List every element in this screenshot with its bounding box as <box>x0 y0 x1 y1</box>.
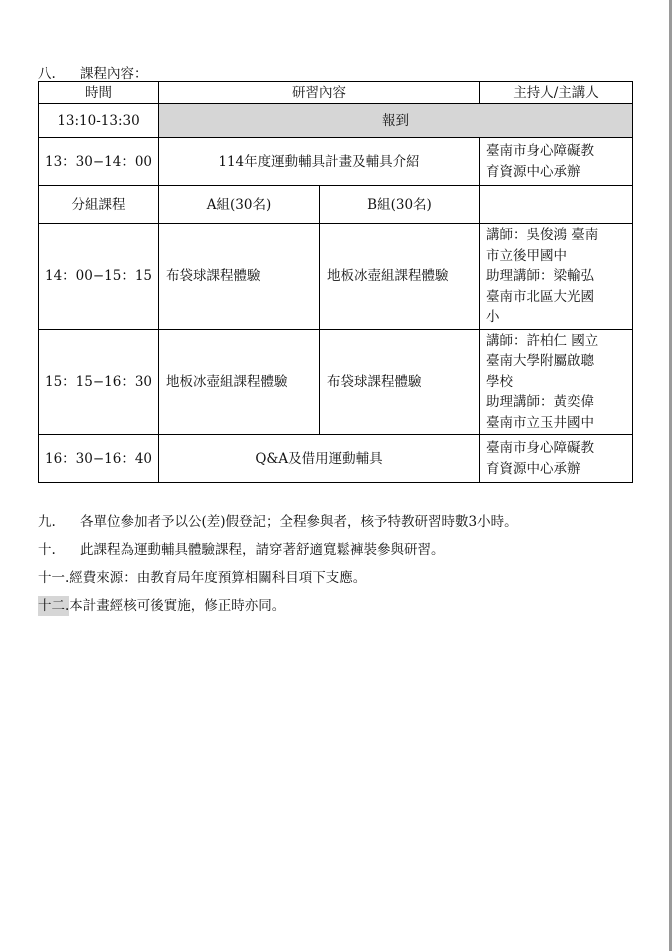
note-number: 十一. <box>38 570 70 586</box>
notes-list <box>38 512 518 624</box>
host-line: 育資源中心承辦 <box>486 163 581 180</box>
host-line: 臺南市立玉井國中 <box>486 414 594 431</box>
cell-group-a: 布袋球課程體驗 <box>159 224 320 330</box>
note-text: 此課程為運動輔具體驗課程，請穿著舒適寬鬆褲裝參與研習。 <box>80 542 445 558</box>
cell-host <box>480 329 633 435</box>
section-title: 課程內容： <box>80 66 148 82</box>
cell-time: 14：00−15：15 <box>39 224 159 330</box>
note-item <box>38 596 518 624</box>
host-line: 助理講師：黃奕偉 <box>486 394 594 410</box>
host-line: 臺南市北區大光國 <box>486 288 594 305</box>
note-text: 本計畫經核可後實施，修正時亦同。 <box>69 598 286 614</box>
host-line: 小 <box>486 309 500 325</box>
cell-time: 15：15−16：30 <box>39 329 159 435</box>
cell-time: 13：30−14：00 <box>39 138 159 186</box>
cell-content: 114年度運動輔具計畫及輔具介紹 <box>159 138 480 186</box>
header-host: 主持人/主講人 <box>480 82 633 104</box>
cell-content: Q&A及借用運動輔具 <box>159 435 480 483</box>
table-row <box>39 138 633 186</box>
cell-time: 16：30−16：40 <box>39 435 159 483</box>
note-item <box>38 512 518 540</box>
cell-host <box>480 186 633 224</box>
cell-time: 分組課程 <box>39 186 159 224</box>
section-number: 八. <box>38 66 56 82</box>
header-time: 時間 <box>39 82 159 104</box>
host-line: 市立後甲國中 <box>486 247 567 264</box>
host-line: 助理講師：梁輸弘 <box>486 268 594 284</box>
cell-host <box>480 224 633 330</box>
table-row <box>39 329 633 435</box>
host-line: 臺南大學附屬啟聰 <box>486 353 594 369</box>
table-row <box>39 435 633 483</box>
cell-group-b: B組(30名) <box>320 186 480 224</box>
cell-host <box>480 138 633 186</box>
note-number: 九. <box>38 514 56 530</box>
note-item <box>38 540 518 568</box>
table-row <box>39 104 633 138</box>
schedule-table <box>38 81 633 483</box>
host-line: 臺南市身心障礙教 <box>486 143 594 159</box>
host-line: 臺南市身心障礙教 <box>486 440 594 456</box>
cell-group-b: 地板冰壺組課程體驗 <box>320 224 480 330</box>
host-line: 講師：吳俊鴻 臺南 <box>486 227 599 243</box>
note-text: 各單位參加者予以公(差)假登記；全程參與者，核予特教研習時數3小時。 <box>80 514 518 530</box>
host-line: 學校 <box>486 373 513 390</box>
host-line: 講師：許柏仁 國立 <box>486 332 599 349</box>
cell-group-a: A組(30名) <box>159 186 320 224</box>
header-content: 研習內容 <box>159 82 480 104</box>
note-text: 經費來源：由教育局年度預算相關科目項下支應。 <box>69 570 367 586</box>
table-header-row <box>39 82 633 104</box>
cell-content: 報到 <box>159 104 633 138</box>
cell-host <box>480 435 633 483</box>
section-heading <box>38 62 148 82</box>
table-row <box>39 186 633 224</box>
cell-group-a: 地板冰壺組課程體驗 <box>159 329 320 435</box>
table-row <box>39 224 633 330</box>
host-line: 育資源中心承辦 <box>486 460 581 477</box>
note-item <box>38 568 518 596</box>
cell-group-b: 布袋球課程體驗 <box>320 329 480 435</box>
cell-time: 13:10-13:30 <box>39 104 159 138</box>
note-number: 十二. <box>38 598 70 614</box>
note-number: 十. <box>38 542 56 558</box>
